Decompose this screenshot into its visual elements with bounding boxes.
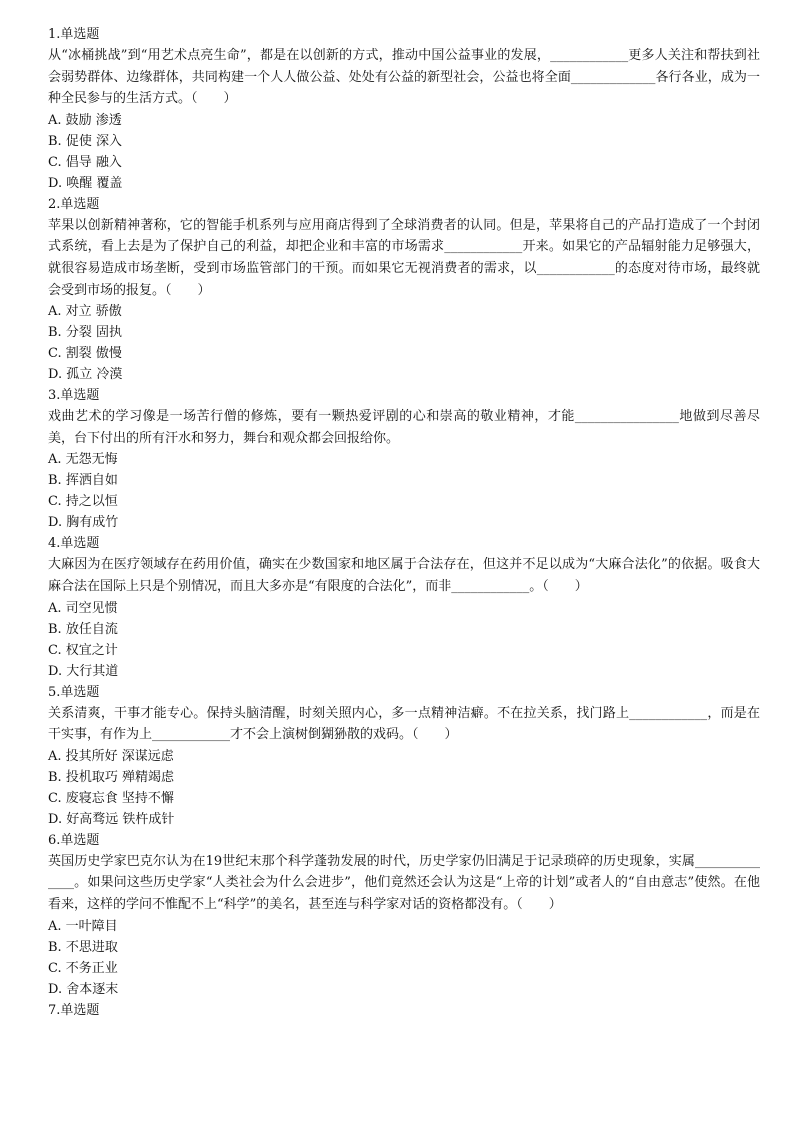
option-b: B. 挥洒自如: [48, 473, 118, 489]
option-b: B. 促使 深入: [48, 133, 122, 149]
question-header: 7.单选题: [48, 1002, 100, 1018]
option-d: D. 胸有成竹: [48, 515, 119, 531]
option-a: A. 一叶障目: [48, 918, 118, 934]
option-d: D. 大行其道: [48, 663, 119, 679]
question-header: 2.单选题: [48, 196, 100, 212]
option-c: C. 权宜之计: [48, 642, 118, 658]
question-header: 5.单选题: [48, 684, 100, 700]
option-d: D. 舍本逐末: [48, 981, 119, 997]
question-header: 4.单选题: [48, 536, 100, 552]
question-3: [48, 385, 760, 533]
question-stem: 大麻因为在医疗领域存在药用价值，确实在少数国家和地区属于合法存在，但这并不足以成为“大麻合法化”的依据。吸食大麻合法在国际上只是个别情况，而且大多亦是“有限度的合法化”，而非____________。（ ）: [48, 557, 760, 594]
document-page: [48, 24, 760, 1021]
option-c: C. 倡导 融入: [48, 154, 122, 170]
question-header: 3.单选题: [48, 388, 100, 404]
question-4: [48, 533, 760, 681]
option-a: A. 鼓励 渗透: [48, 112, 122, 128]
option-d: D. 好高骛远 铁杵成针: [48, 811, 175, 827]
question-stem: 苹果以创新精神著称，它的智能手机系列与应用商店得到了全球消费者的认同。但是，苹果将自己的产品打造成了一个封闭式系统，看上去是为了保护自己的利益，却把企业和丰富的市场需求____________开来。如果它的产品辐射能力足够强大，就很容易造成市场垄断，受到市场监管部门的干预。而如果它无视消费者的需求，以____________的态度对待市场，最终就会受到市场的报复。（ ）: [48, 217, 760, 298]
option-c: C. 割裂 傲慢: [48, 346, 122, 362]
question-2: [48, 194, 760, 385]
question-header: 6.单选题: [48, 832, 100, 848]
option-a: A. 司空见惯: [48, 600, 118, 616]
option-c: C. 持之以恒: [48, 494, 118, 510]
question-7: [48, 1000, 760, 1021]
option-a: A. 对立 骄傲: [48, 304, 122, 320]
option-d: D. 孤立 冷漠: [48, 367, 123, 383]
option-c: C. 废寝忘食 坚持不懈: [48, 790, 174, 806]
option-a: A. 投其所好 深谋远虑: [48, 748, 174, 764]
question-stem: 英国历史学家巴克尔认为在19世纪末那个科学蓬勃发展的时代，历史学家仍旧满足于记录琐碎的历史现象，实属______________。如果问这些历史学家“人类社会为什么会进步”，他们竟然还会认为这是“上帝的计划”或者人的“自由意志”使然。在他看来，这样的学问不惟配不上“科学”的美名，甚至连与科学家对话的资格都没有。（ ）: [48, 853, 760, 912]
option-b: B. 分裂 固执: [48, 325, 122, 341]
option-d: D. 唤醒 覆盖: [48, 175, 123, 191]
question-header: 1.单选题: [48, 27, 100, 42]
option-c: C. 不务正业: [48, 960, 118, 976]
question-5: [48, 682, 760, 830]
question-stem: 从“冰桶挑战”到“用艺术点亮生命”，都是在以创新的方式，推动中国公益事业的发展，____________更多人关注和帮扶到社会弱势群体、边缘群体，共同构建一个人人做公益、处处有公益的新型社会，公益也将全面_____________各行各业，成为一种全民参与的生活方式。（ ）: [48, 48, 760, 107]
option-b: B. 不思进取: [48, 939, 118, 955]
option-a: A. 无怨无悔: [48, 452, 118, 468]
question-6: [48, 830, 760, 1000]
question-stem: 戏曲艺术的学习像是一场苦行僧的修炼，要有一颗热爱评剧的心和崇高的敬业精神，才能________________地做到尽善尽美，台下付出的所有汗水和努力，舞台和观众都会回报给你。: [48, 409, 760, 446]
option-b: B. 放任自流: [48, 621, 118, 637]
question-1: [48, 24, 760, 194]
question-stem: 关系清爽，干事才能专心。保持头脑清醒，时刻关照内心，多一点精神洁癖。不在拉关系，找门路上____________，而是在干实事，有作为上____________才不会上演树倒猢狲散的戏码。（ ）: [48, 705, 760, 743]
option-b: B. 投机取巧 殚精竭虑: [48, 769, 174, 785]
